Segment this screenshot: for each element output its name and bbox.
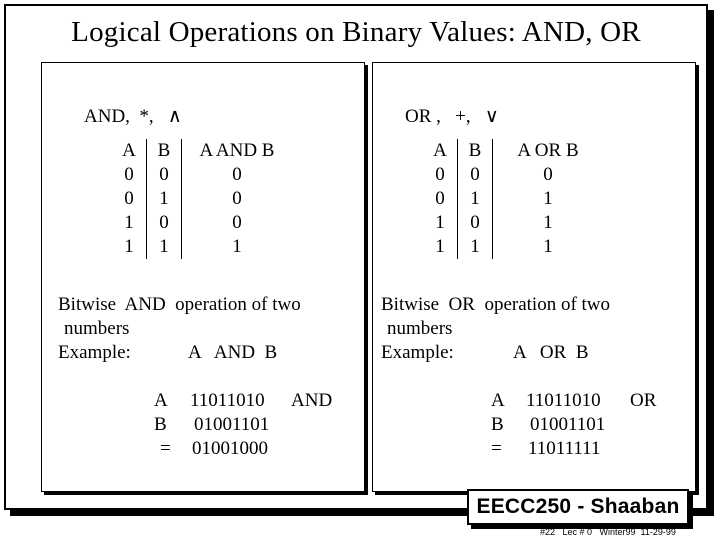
table-cell: 1 — [147, 187, 182, 211]
table-cell: 1 — [458, 187, 493, 211]
operator-word: OR — [630, 390, 657, 411]
example-expression: A OR B — [513, 342, 589, 363]
and-panel — [41, 62, 365, 492]
table-cell: 0 — [182, 163, 293, 187]
or-truth-table — [423, 139, 603, 259]
bitwise-description: Bitwise AND operation of two — [58, 294, 301, 315]
table-cell: 1 — [435, 212, 445, 233]
table-row — [423, 163, 603, 187]
table-cell: 1 — [435, 236, 445, 257]
operand-value: 01001101 — [530, 414, 606, 435]
table-row — [112, 211, 292, 235]
table-row — [112, 187, 292, 211]
table-cell: 0 — [458, 163, 493, 187]
bitwise-description-cont: numbers — [64, 318, 130, 339]
slide-frame — [4, 4, 708, 510]
operand-value: 11011010 — [190, 390, 265, 411]
column-header: A — [433, 140, 447, 161]
table-cell: 1 — [458, 235, 493, 259]
bitwise-description: Bitwise OR operation of two — [381, 294, 611, 315]
table-cell: 1 — [182, 235, 293, 259]
operand-label: B — [491, 414, 504, 435]
table-cell: 0 — [493, 163, 604, 187]
course-badge: EECC250 - Shaaban — [467, 489, 689, 525]
table-cell: 0 — [435, 164, 445, 185]
table-row — [423, 187, 603, 211]
table-cell: 0 — [182, 187, 293, 211]
slide-title: Logical Operations on Binary Values: AND, OR — [71, 16, 641, 48]
table-cell: 1 — [147, 235, 182, 259]
table-header-row — [423, 139, 603, 163]
and-truth-table — [112, 139, 292, 259]
column-header: B — [147, 139, 182, 163]
table-cell: 0 — [124, 188, 134, 209]
operator-word: AND — [291, 390, 333, 411]
table-cell: 0 — [147, 211, 182, 235]
or-panel — [372, 62, 696, 492]
table-cell: 0 — [182, 211, 293, 235]
result-label: = — [160, 438, 171, 459]
example-label: Example: — [58, 342, 131, 363]
result-label: = — [491, 438, 502, 459]
or-heading: OR , +, ∨ — [405, 106, 499, 127]
table-cell: 1 — [124, 212, 134, 233]
operand-value: 01001101 — [194, 414, 270, 435]
column-header: A — [122, 140, 136, 161]
table-cell: 0 — [147, 163, 182, 187]
table-row — [112, 163, 292, 187]
slide-meta: #22 Lec # 0 Winter99 11-29-99 — [540, 527, 676, 537]
table-header-row — [112, 139, 292, 163]
table-cell: 0 — [124, 164, 134, 185]
table-cell: 1 — [124, 236, 134, 257]
operand-label: A — [491, 390, 505, 411]
example-label: Example: — [381, 342, 454, 363]
and-heading: AND, *, ∧ — [84, 106, 182, 127]
table-cell: 0 — [435, 188, 445, 209]
result-value: 01001000 — [192, 438, 268, 459]
table-cell: 1 — [493, 211, 604, 235]
table-cell: 1 — [493, 187, 604, 211]
table-row — [112, 235, 292, 259]
bitwise-description-cont: numbers — [387, 318, 453, 339]
table-row — [423, 211, 603, 235]
table-cell: 0 — [458, 211, 493, 235]
table-cell: 1 — [493, 235, 604, 259]
column-header: B — [458, 139, 493, 163]
column-header: A AND B — [182, 139, 293, 163]
operand-label: A — [154, 390, 168, 411]
example-expression: A AND B — [188, 342, 278, 363]
operand-label: B — [154, 414, 167, 435]
operand-value: 11011010 — [526, 390, 601, 411]
column-header: A OR B — [493, 139, 604, 163]
table-row — [423, 235, 603, 259]
result-value: 11011111 — [528, 438, 601, 459]
